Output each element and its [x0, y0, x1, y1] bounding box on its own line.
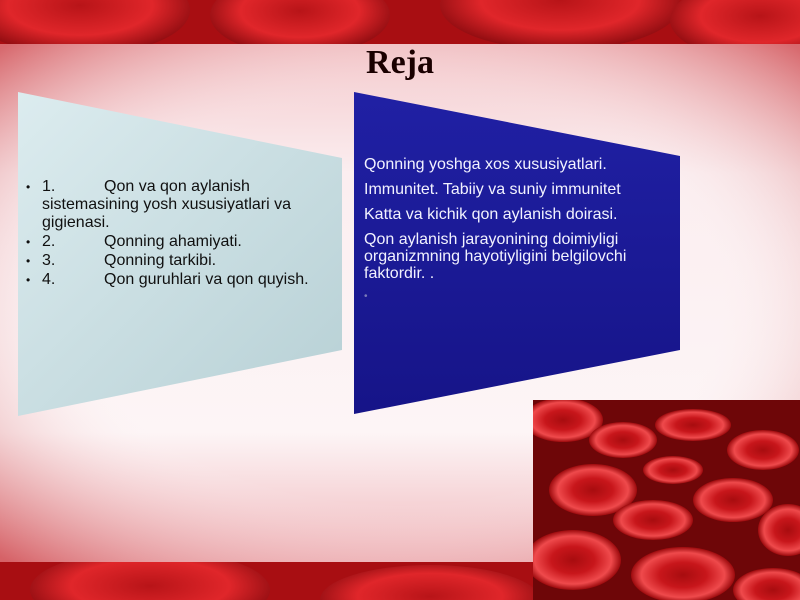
outline-item-number: 1.: [42, 178, 56, 195]
outline-list: [26, 178, 338, 290]
bullet-icon: •: [26, 235, 31, 249]
bullet-icon: •: [26, 254, 31, 268]
outline-item-2: [26, 233, 338, 251]
topic-paragraph: Immunitet. Tabiiy va suniy immunitet: [364, 181, 621, 198]
slide-title: Reja: [366, 44, 434, 81]
blood-cells-photo: [533, 400, 800, 600]
outline-item-3: [26, 252, 338, 270]
bullet-icon: •: [26, 180, 31, 194]
outline-item-4: [26, 271, 338, 289]
outline-item-1: [26, 178, 338, 232]
outline-item-text: Qonning ahamiyati.: [104, 233, 242, 250]
bullet-icon: •: [26, 273, 31, 287]
topic-paragraph: Katta va kichik qon aylanish doirasi.: [364, 206, 618, 223]
topics-text: [364, 156, 670, 313]
outline-item-number: 3.: [42, 252, 56, 269]
outline-item-number: 4.: [42, 271, 56, 288]
topic-paragraph: Qonning yoshga xos xususiyatlari.: [364, 156, 607, 173]
outline-item-number: 2.: [42, 233, 56, 250]
outline-item-text: Qon guruhlari va qon quyish.: [104, 271, 309, 288]
outline-item-text: Qonning tarkibi.: [104, 252, 217, 269]
outline-item-text: Qon va qon aylanish sistemasining yosh xususiyatlari va gigienasi.: [42, 178, 291, 231]
topic-paragraph: Qon aylanish jarayonining doimiyligi organizmning hayotiyligini belgilovchi faktordir. .: [364, 231, 627, 282]
trailing-bullet: •: [364, 291, 368, 302]
